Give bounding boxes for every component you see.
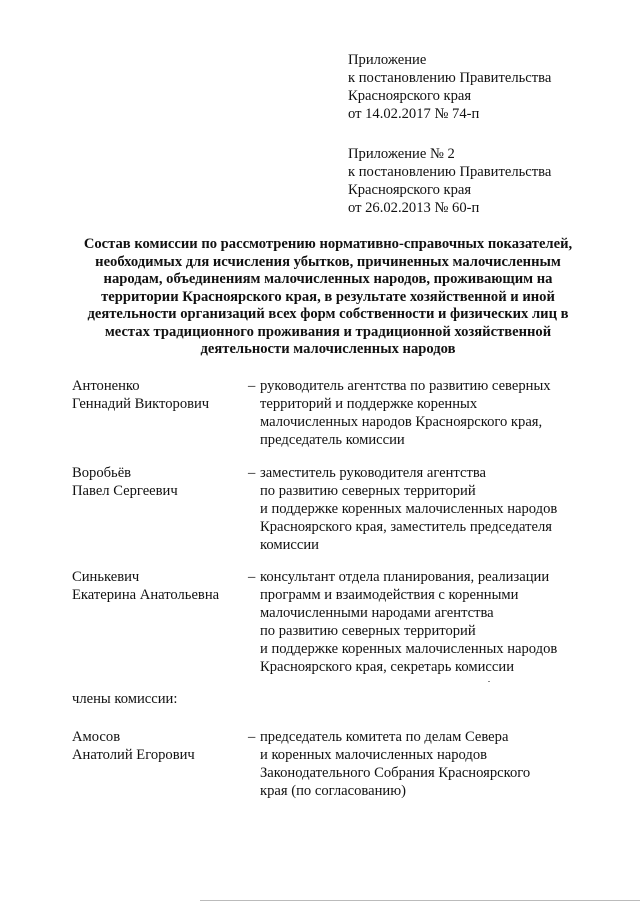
role-line: и поддержке коренных малочисленных народов (260, 641, 558, 657)
member-name (72, 377, 242, 413)
appendix-header-original (348, 145, 628, 217)
member-name (72, 464, 242, 500)
role-line: по развитию северных территорий (260, 623, 476, 639)
appendix-line: от 14.02.2017 № 74-п (348, 106, 480, 122)
member-name (72, 568, 242, 604)
member-name (72, 728, 242, 764)
appendix-line: Приложение № 2 (348, 146, 455, 162)
title-line: деятельности малочисленных народов (200, 341, 456, 357)
member-given-names: Геннадий Викторович (72, 396, 210, 412)
role-line: Красноярского края, секретарь комиссии (260, 659, 515, 675)
member-role (260, 728, 620, 800)
member-surname: Синькевич (72, 569, 140, 585)
member-given-names: Анатолий Егорович (72, 747, 195, 763)
role-line: малочисленными народами агентства (260, 605, 494, 621)
role-line: по развитию северных территорий (260, 483, 476, 499)
member-dash: – (248, 378, 256, 394)
appendix-line: Красноярского края (348, 88, 472, 104)
member-dash: – (248, 569, 256, 585)
title-line: народам, объединениям малочисленных народов, проживающим на (103, 271, 553, 287)
member-role (260, 568, 620, 676)
scan-speck (488, 681, 490, 682)
role-line: и поддержке коренных малочисленных народов (260, 501, 558, 517)
appendix-header-current (348, 51, 628, 123)
member-surname: Амосов (72, 729, 121, 745)
role-line: малочисленных народов Красноярского края, (260, 414, 543, 430)
appendix-line: Приложение (348, 52, 427, 68)
role-line: Красноярского края, заместитель председателя (260, 519, 552, 535)
role-line: программ и взаимодействия с коренными (260, 587, 519, 603)
role-line: заместитель руководителя агентства (260, 465, 487, 481)
role-line: и коренных малочисленных народов (260, 747, 488, 763)
member-surname: Воробьёв (72, 465, 132, 481)
title-line: местах традиционного проживания и традиционной хозяйственной (104, 323, 552, 340)
role-line: председатель комитета по делам Севера (260, 729, 509, 745)
title-line: Состав комиссии по рассмотрению нормативно-справочных показателей, (83, 236, 573, 252)
member-given-names: Павел Сергеевич (72, 483, 178, 499)
role-line: руководитель агентства по развитию северных (260, 378, 551, 394)
appendix-line: от 26.02.2013 № 60-п (348, 200, 480, 216)
members-section-label: члены комиссии: (72, 691, 178, 707)
role-line: председатель комиссии (260, 432, 405, 448)
scan-edge-line (200, 900, 640, 901)
title-line: необходимых для исчисления убытков, причиненных малочисленным (95, 253, 561, 270)
member-surname: Антоненко (72, 378, 140, 394)
appendix-line: к постановлению Правительства (348, 164, 552, 180)
role-line: консультант отдела планирования, реализации (260, 569, 550, 585)
role-line: территорий и поддержке коренных (260, 396, 478, 412)
member-dash: – (248, 465, 256, 481)
role-line: Законодательного Собрания Красноярского (260, 765, 531, 781)
document-title (68, 236, 588, 359)
title-line: территории Красноярского края, в результате хозяйственной и иной (101, 288, 555, 305)
member-role (260, 464, 620, 554)
member-given-names: Екатерина Анатольевна (72, 587, 220, 603)
member-role (260, 377, 620, 449)
role-line: комиссии (260, 537, 319, 553)
role-line: края (по согласованию) (260, 783, 406, 799)
member-dash: – (248, 729, 256, 745)
appendix-line: Красноярского края (348, 182, 472, 198)
title-line: деятельности организаций всех форм собственности и физических лиц в (87, 306, 569, 322)
appendix-line: к постановлению Правительства (348, 70, 552, 86)
